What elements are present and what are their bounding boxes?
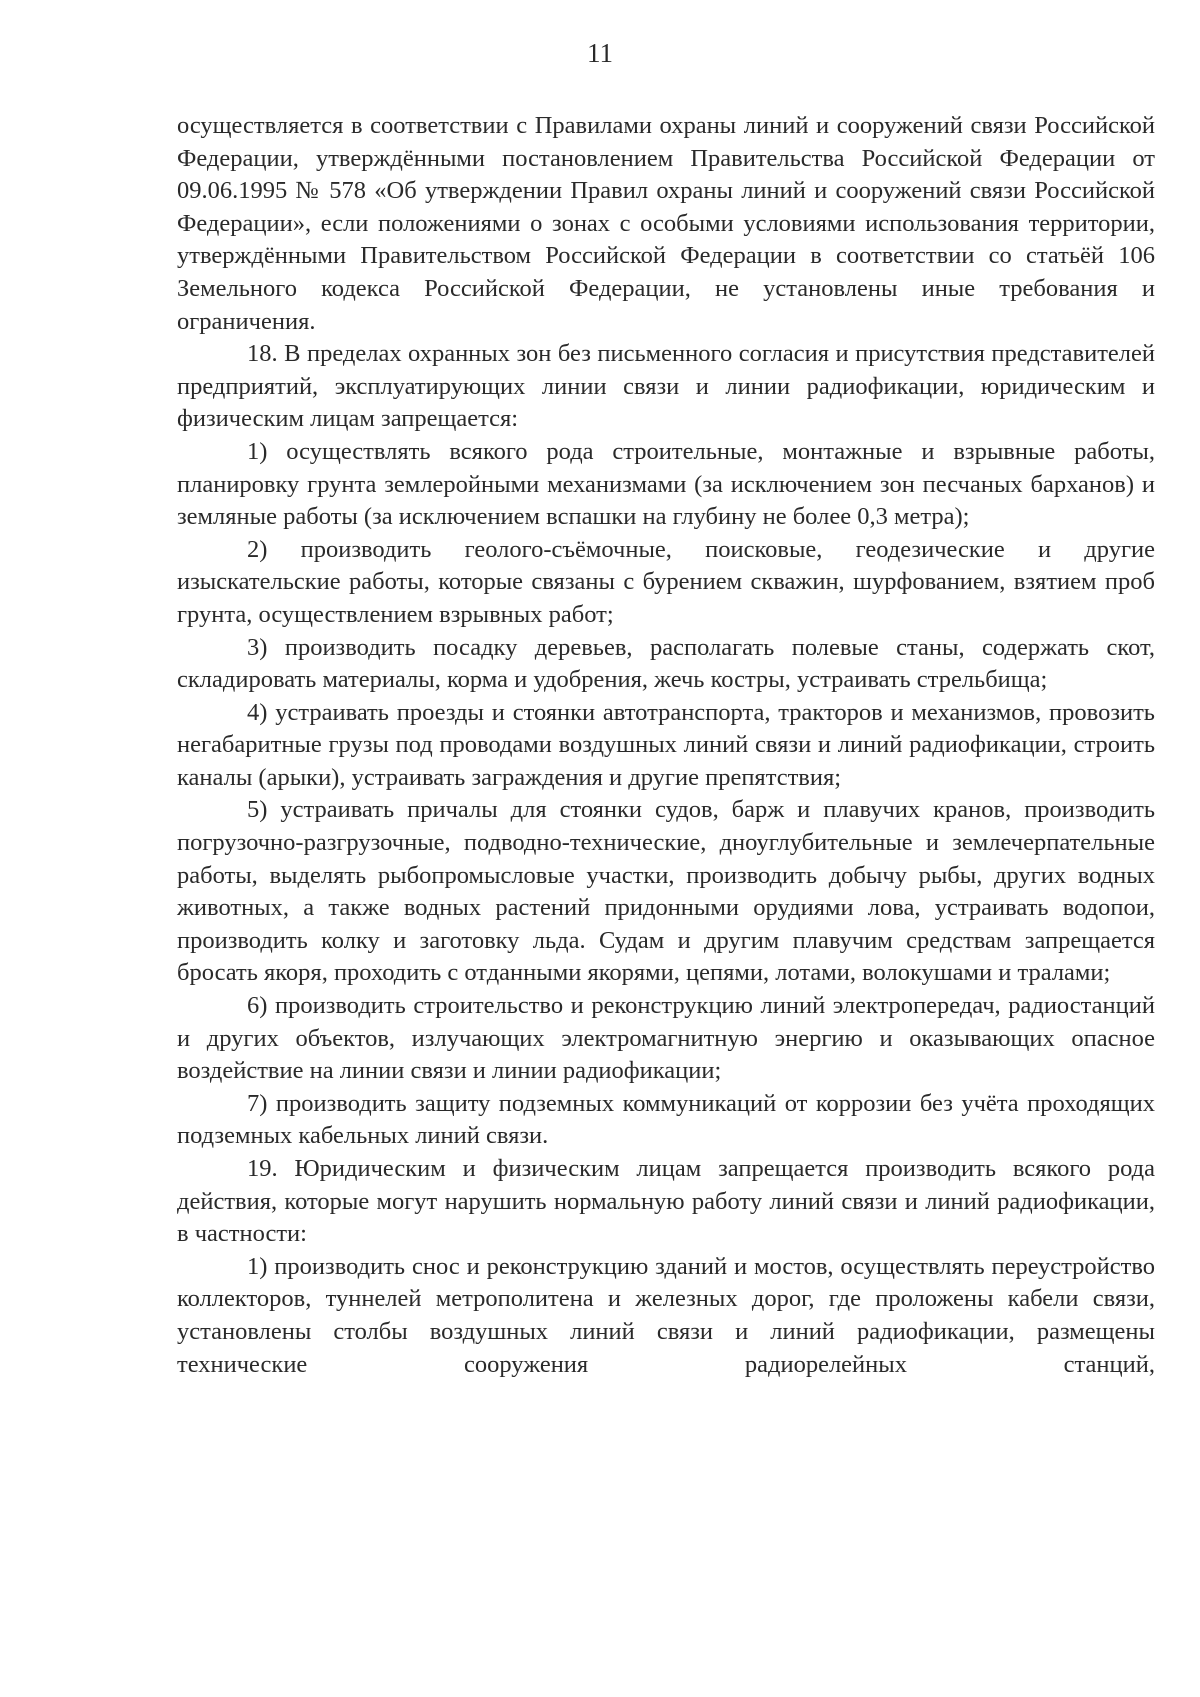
list-item-18-7: 7) производить защиту подземных коммуникаций от коррозии без учёта проходящих подземных кабельных линий связи. — [177, 1089, 1155, 1150]
paragraph-continuation: осуществляется в соответствии с Правилами охраны линий и сооружений связи Российской Федерации, утверждёнными постановлением Правительства Российской Федерации от 09.06.1995 № 578 «Об утверждении Правил охраны линий и сооружений связи Российской Федерации», если положениями о зонах с особыми условиями использования территории, утверждёнными Правительством Российской Федерации в соответствии со статьёй 106 Земельного кодекса Российской Федерации, не установлены иные требования и ограничения. — [177, 112, 1155, 335]
list-item-18-1: 1) осуществлять всякого рода строительные, монтажные и взрывные работы, планировку грунта землеройными механизмами (за исключением зон песчаных барханов) и земляные работы (за исключением вспашки на глубину не более 0,3 метра); — [177, 437, 1155, 531]
page-number: 11 — [587, 38, 613, 68]
document-body — [177, 110, 1155, 1381]
paragraph-clause-19: 19. Юридическим и физическим лицам запрещается производить всякого рода действия, которые могут нарушить нормальную работу линий связи и линий радиофикации, в частности: — [177, 1155, 1155, 1248]
list-item-18-5: 5) устраивать причалы для стоянки судов, барж и плавучих кранов, производить погрузочно-разгрузочные, подводно-технические, дноуглубительные и землечерпательные работы, выделять рыбопромысловые участки, производить добычу рыбы, других водных животных, а также водных растений придонными орудиями лова, устраивать водопои, производить колку и заготовку льда. Судам и другим плавучим средствам запрещается бросать якоря, проходить с отданными якорями, цепями, лотами, волокушами и тралами; — [177, 796, 1155, 987]
list-item-18-3: 3) производить посадку деревьев, располагать полевые станы, содержать скот, складировать материалы, корма и удобрения, жечь костры, устраивать стрельбища; — [177, 633, 1155, 694]
paragraph-clause-18: 18. В пределах охранных зон без письменного согласия и присутствия представителей предприятий, эксплуатирующих линии связи и линии радиофикации, юридическим и физическим лицам запрещается: — [177, 340, 1155, 433]
list-item-18-2: 2) производить геолого-съёмочные, поисковые, геодезические и другие изыскательские работы, которые связаны с бурением скважин, шурфованием, взятием проб грунта, осуществлением взрывных работ; — [177, 535, 1155, 628]
list-item-18-4: 4) устраивать проезды и стоянки автотранспорта, тракторов и механизмов, провозить негабаритные грузы под проводами воздушных линий связи и линий радиофикации, строить каналы (арыки), устраивать заграждения и другие препятствия; — [177, 698, 1155, 791]
list-item-19-1: 1) производить снос и реконструкцию зданий и мостов, осуществлять переустройство коллекторов, туннелей метрополитена и железных дорог, где проложены кабели связи, установлены столбы воздушных линий связи и линий радиофикации, размещены технические сооружения радиорелейных станций, — [177, 1252, 1155, 1378]
list-item-18-6: 6) производить строительство и реконструкцию линий электропередач, радиостанций и других объектов, излучающих электромагнитную энергию и оказывающих опасное воздействие на линии связи и линии радиофикации; — [177, 992, 1155, 1085]
